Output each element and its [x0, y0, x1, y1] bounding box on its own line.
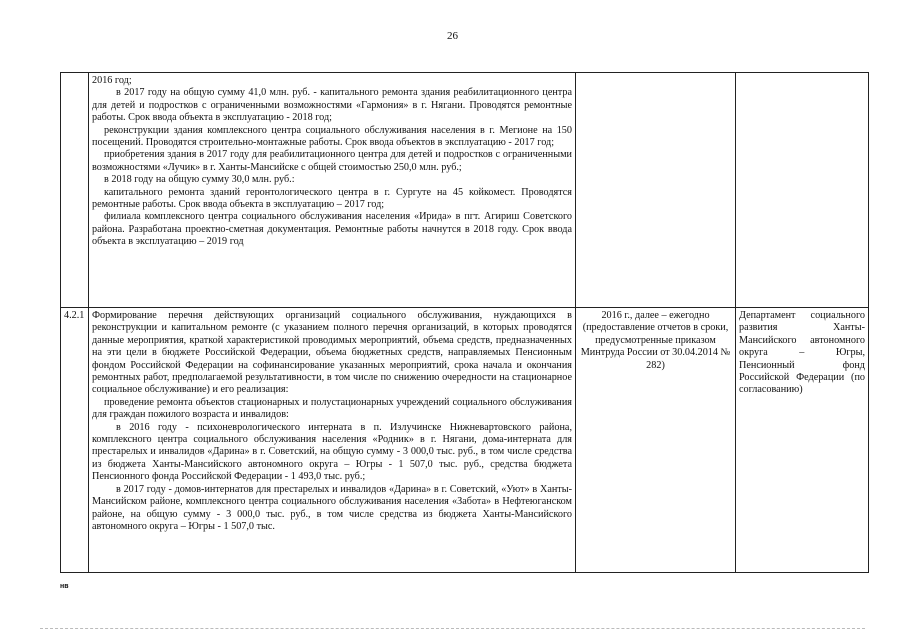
- page-number: 26: [447, 30, 458, 42]
- measure-paragraph: капитального ремонта зданий геронтологического центра в г. Сургуте на 45 койкомест. Проводятся ремонтные работы. Срок ввода объекта в эксплуатацию – 2017 год;: [92, 186, 572, 211]
- term-cell: [576, 308, 736, 573]
- term-cell: [576, 73, 736, 308]
- footer-mark: нв: [60, 583, 69, 590]
- row-number-cell: 4.2.1: [61, 308, 89, 573]
- measure-paragraph: проведение ремонта объектов стационарных и полустационарных учреждений социального обслуживания для граждан пожилого возраста и инвалидов:: [92, 396, 572, 421]
- responsible-cell: [736, 73, 869, 308]
- measure-paragraph: филиала комплексного центра социального обслуживания населения «Ирида» в пгт. Агириш Советского района. Разработана проектно-сметная документация. Ремонтные работы начнутся в 2018 году. Срок ввода объекта в эксплуатацию – 2019 год: [92, 211, 572, 248]
- measure-paragraph: приобретения здания в 2017 году для реабилитационного центра для детей и подростков с ограниченными возможностями «Лучик» в г. Ханты-Мансийске с общей стоимостью 250,0 млн. руб.;: [92, 149, 572, 173]
- page-edge-divider: [40, 628, 865, 629]
- measure-paragraph: в 2017 году - домов-интернатов для престарелых и инвалидов «Дарина» в г. Советский, «Уют» в Ханты-Мансийском районе, комплексного центра социального обслуживания населения «Забота» в Нефтеюганском районе, на общую сумму - 3 000,0 тыс. руб., в том числе средства из бюджета Ханты-Мансийского автономного округа – Югры - 1 507,0 тыс.: [92, 483, 572, 532]
- responsible-cell: [736, 308, 869, 573]
- measure-paragraph: 2016 год;: [92, 75, 132, 86]
- measure-paragraph: в 2016 году - психоневрологического интерната в п. Излучинске Нижневартовского района, комплексного центра социального обслуживания населения «Родник» в г. Нягани, дома-интерната для престарелых и инвалидов «Дарина» в г. Советский, на общую сумму - 3 000,0 тыс. руб., в том числе средства из бюджета Ханты-Мансийского автономного округа – Югры - 1 507,0 тыс. руб., средства бюджета Пенсионного фонда Российской Федерации - 1 493,0 тыс. руб.;: [92, 421, 572, 483]
- measure-paragraph: в 2017 году на общую сумму 41,0 млн. руб. - капитального ремонта здания реабилитационного центра для детей и подростков с ограниченными возможностями «Гармония» в г. Нягани. Проводятся ремонтные работы. Срок ввода объекта в эксплуатацию - 2018 год;: [92, 87, 572, 124]
- measure-description-cell: [89, 73, 576, 308]
- row-number-cell: [61, 73, 89, 308]
- measure-paragraph: в 2018 году на общую сумму 30,0 млн. руб.:: [104, 174, 295, 186]
- measure-description-cell: [89, 308, 576, 573]
- measure-paragraph: реконструкции здания комплексного центра социального обслуживания населения в г. Мегионе на 150 посещений. Проводятся строительно-монтажные работы. Срок ввода объектов в эксплуатацию - 2017 год;: [92, 124, 572, 149]
- measures-table: [60, 72, 869, 573]
- measure-paragraph: Формирование перечня действующих организаций социального обслуживания, нуждающихся в реконструкции и капитальном ремонте (с указанием полного перечня организаций, в которых проводятся данные мероприятия, краткой характеристикой проводимых мероприятий, объема средств, предназначенных на эти цели в бюджете Российской Федерации, объема бюджетных средств, направляемых Пенсионным фондом Российской Федерации на софинансирование указанных мероприятий, срока начала и окончания ремонтных работ, предполагаемой результативности, в том числе по снижению очередности на стационарное социальное обслуживание) и его реализация:: [92, 310, 572, 396]
- term-text: 2016 г., далее – ежегодно (предоставление отчетов в сроки, предусмотренные приказом Минтруда России от 30.04.2014 № 282): [580, 310, 731, 371]
- table-row-continued: [61, 73, 869, 308]
- responsible-text: Департамент социального развития Ханты-Мансийского автономного округа – Югры, Пенсионный фонд Российской Федерации (по согласованию): [739, 310, 865, 396]
- table-row-4-2-1: [61, 308, 869, 573]
